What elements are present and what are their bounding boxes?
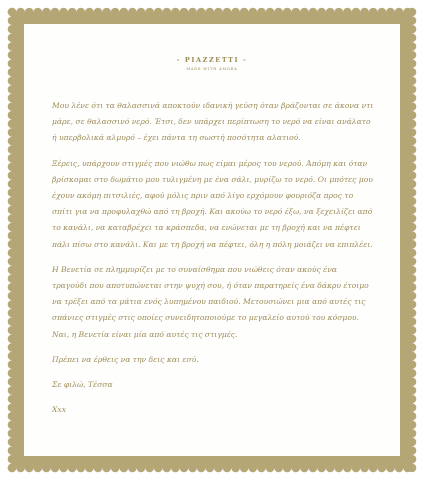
- letter-paragraph: Ξέρεις, υπάρχουν στιγμές που νιώθω πως είμαι μέρος του νερού. Άπόμη και όταν βρίσκομαι στο δωμάτιο μου τυλιγμένη με ένα σάλι, μυρίζω το νερό. Οι μπότες μου έχουν ακόμη πιτσιλιές, αφού μόλις πριν από λίγο ερχόμουν φουριόζα προς το σπίτι για να προφυλαχθώ από τη βροχή. Και ακούω το νερό έξω, να ξεχειλίζει από το κανάλι, να καταβρέχει τα κράσπεδα, να ενώνεται με τη βροχή και να πέφτει πάλι πίσω στο κανάλι. Και με τη βροχή να πέφτει, όλη η πόλη μοιάζει να επιπλέει.: [52, 158, 373, 249]
- brand-name: - PIAZZETTI -: [176, 56, 248, 64]
- letter-paragraph: Η Βενετία σε πλημμυρίζει με το συναίσθημα που νιώθεις όταν ακούς ένα τραγούδι που αποτυπώνεται στην ψυχή σου, ή όταν παρατηρείς ένα δάκρυ έτοιμο να τρέξει από τα μάτια ενός λυπημένου παιδιού. Μετουσιώνει μια από αυτές τις σπάνιες στιγμές στις οποίες συνειδητοποιούμε το μεγαλείο αυτού του κόσμου. Ναι, η Βενετία είναι μία από αυτές τις στιγμές.: [52, 264, 369, 339]
- letter-body: [52, 98, 374, 427]
- letter-closing-line: Πρέπει να έρθεις να την δεις και εσύ.: [52, 354, 199, 364]
- letter-paragraph: Μου λένε ότι τα θαλασσινά αποκτούν ιδανική γεύση όταν βράζονται σε άκονα ντι μάρε, σε θαλασσινό νερό. Έτσι, δεν υπάρχει περίπτωση το νερό να είναι ανάλατο ή υπερβολικά αλμυρό – έχει πάντα τη σωστή ποσότητα αλατιού.: [52, 101, 374, 143]
- letter-postscript: Xxx: [52, 405, 66, 415]
- letter-paper: [24, 24, 400, 456]
- letter-signature: Σε φιλώ, Τέσσα: [52, 380, 113, 390]
- brand-tagline: MADE WITH AMORA: [186, 67, 238, 71]
